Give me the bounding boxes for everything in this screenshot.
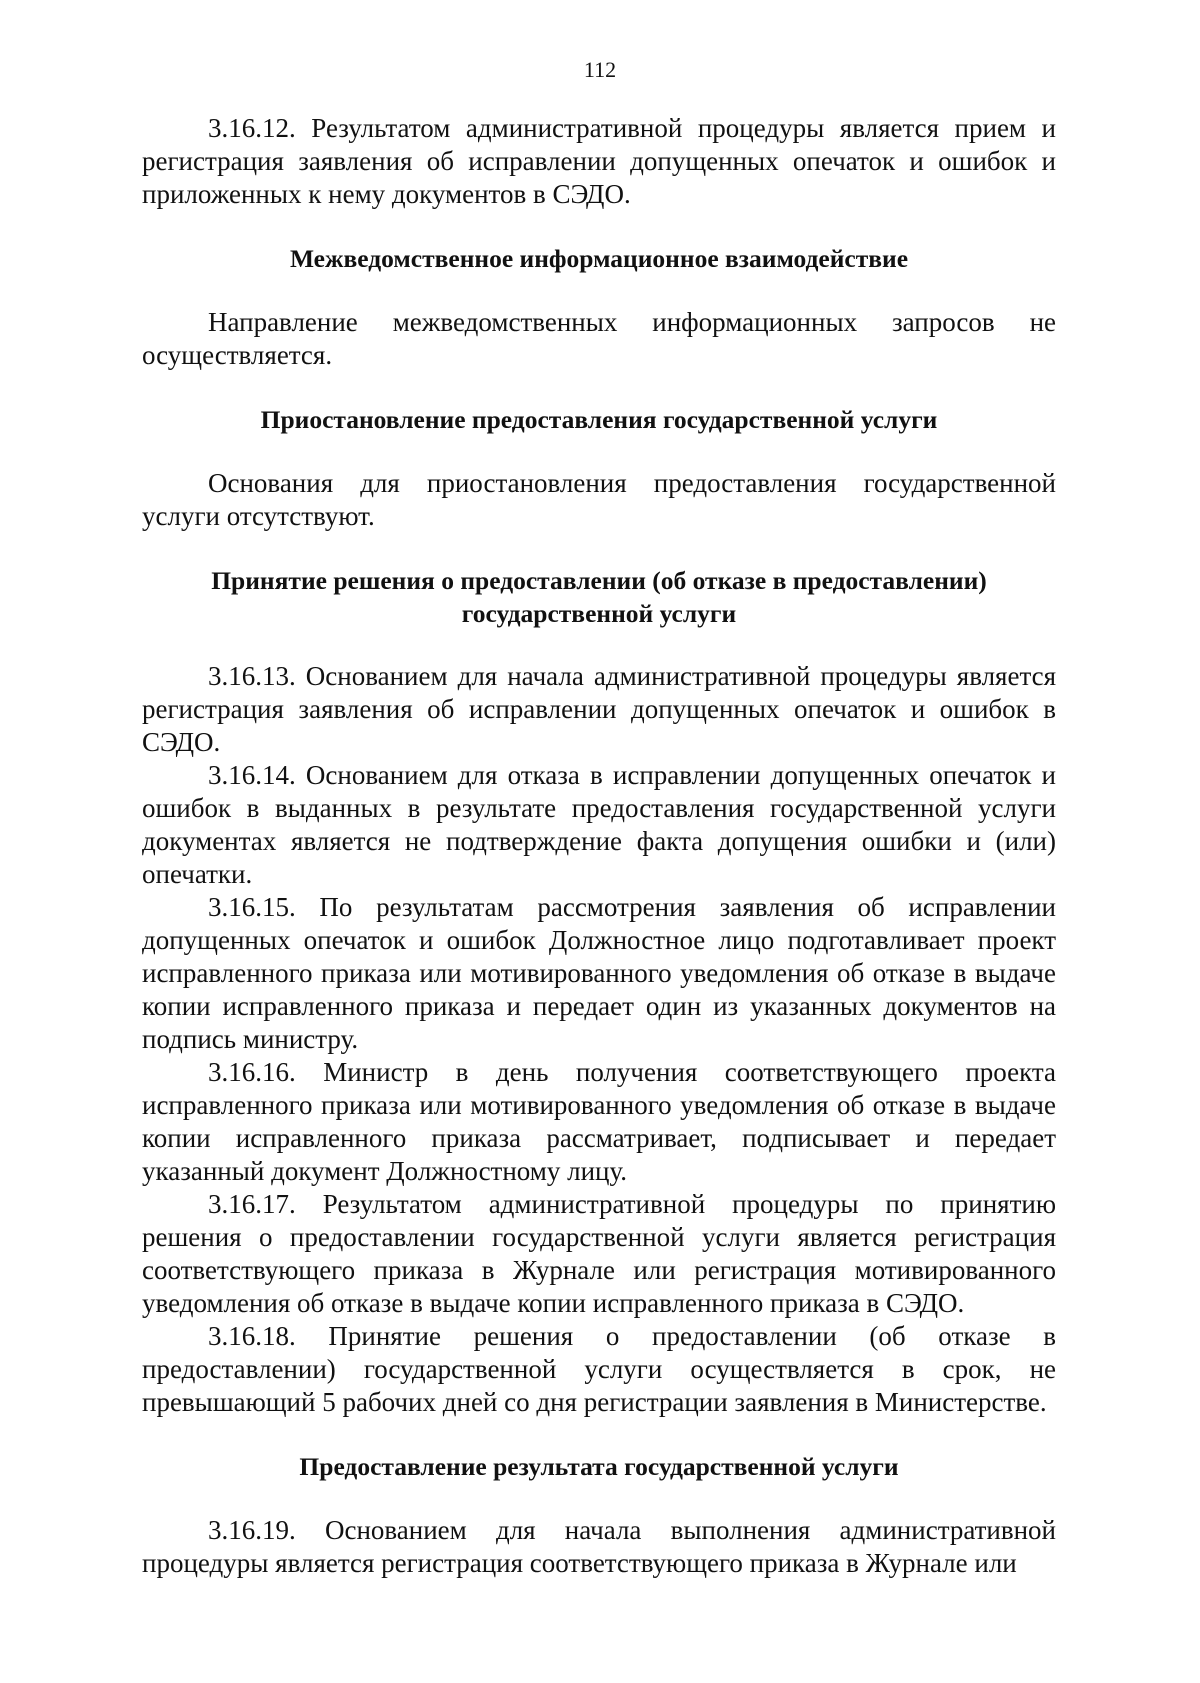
paragraph-3-16-14: 3.16.14. Основанием для отказа в исправлении допущенных опечаток и ошибок в выданных в результате предоставления государственной услуги документах является не подтверждение факта допущения ошибки и (или) опечатки. xyxy=(142,760,1056,889)
paragraph-3-16-13: 3.16.13. Основанием для начала административной процедуры является регистрация заявления об исправлении допущенных опечаток и ошибок в СЭДО. xyxy=(142,661,1056,757)
page-number: 112 xyxy=(583,57,617,82)
paragraph-interagency-requests: Направление межведомственных информационных запросов не осуществляется. xyxy=(142,307,1056,370)
spacer xyxy=(142,533,1056,564)
spacer xyxy=(142,630,1056,660)
paragraph-3-16-15: 3.16.15. По результатам рассмотрения заявления об исправлении допущенных опечаток и ошибок Должностное лицо подготавливает проект исправленного приказа или мотивированного уведомления об отказе в выдаче копии исправленного приказа и передает один из указанных документов на подпись министру. xyxy=(142,892,1056,1054)
paragraph-3-16-19: 3.16.19. Основанием для начала выполнения административной процедуры является регистрация соответствующего приказа в Журнале или xyxy=(142,1515,1056,1578)
heading-interagency-interaction: Межведомственное информационное взаимодействие xyxy=(289,244,909,273)
spacer xyxy=(142,436,1056,467)
heading-service-suspension: Приостановление предоставления государственной услуги xyxy=(260,405,938,434)
spacer xyxy=(142,275,1056,306)
spacer xyxy=(142,1483,1056,1514)
spacer xyxy=(142,372,1056,403)
paragraph-3-16-17: 3.16.17. Результатом административной процедуры по принятию решения о предоставлении государственной услуги является регистрация соответствующего приказа в Журнале или регистрация мотивированного уведомления об отказе в выдаче копии исправленного приказа в СЭДО. xyxy=(142,1189,1056,1318)
paragraph-3-16-12: 3.16.12. Результатом административной процедуры является прием и регистрация заявления об исправлении допущенных опечаток и ошибок и приложенных к нему документов в СЭДО. xyxy=(142,113,1056,209)
paragraph-suspension-grounds: Основания для приостановления предоставления государственной услуги отсутствуют. xyxy=(142,468,1056,531)
spacer xyxy=(142,1419,1056,1450)
paragraph-3-16-16: 3.16.16. Министр в день получения соответствующего проекта исправленного приказа или мотивированного уведомления об отказе в выдаче копии исправленного приказа рассматривает, подписывает и передает указанный документ Должностному лицу. xyxy=(142,1057,1056,1186)
spacer xyxy=(142,211,1056,242)
paragraph-3-16-18: 3.16.18. Принятие решения о предоставлении (об отказе в предоставлении) государственной услуги осуществляется в срок, не превышающий 5 рабочих дней со дня регистрации заявления в Министерстве. xyxy=(142,1321,1056,1417)
document-body xyxy=(142,112,1056,1580)
heading-result-provision: Предоставление результата государственной услуги xyxy=(299,1452,899,1481)
heading-decision-making: Принятие решения о предоставлении (об отказе в предоставлении) государственной услуги xyxy=(211,566,987,628)
